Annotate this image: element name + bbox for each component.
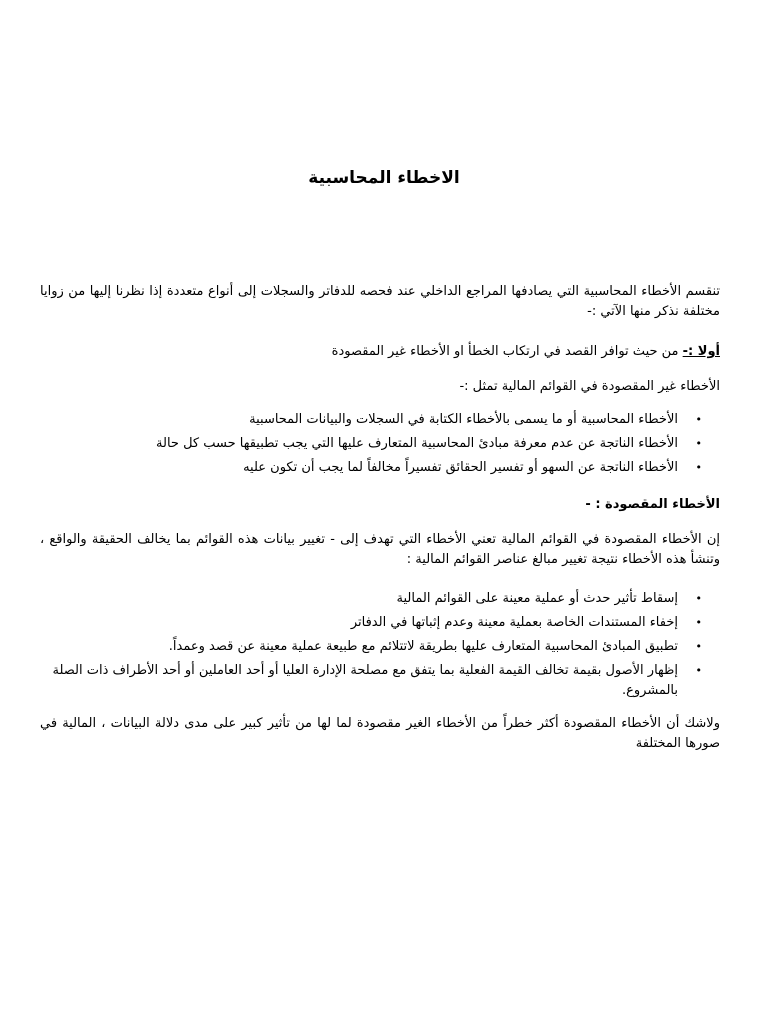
list-item (40, 661, 720, 701)
bullet-icon: • (695, 437, 702, 450)
list-item (40, 458, 720, 478)
document-title: الاخطاء المحاسبية (308, 168, 460, 188)
intentional-intro: إن الأخطاء المقصودة في القوائم المالية تعني الأخطاء التي تهدف إلى - تغيير بيانات هذه القوائم بما يخالف الحقيقة والواقع ، وتنشأ هذه الأخطاء نتيجة تغيير مبالغ عناصر القوائم المالية : (40, 532, 720, 567)
bullet-icon: • (695, 413, 702, 426)
list-item-text: إسقاط تأثير حدث أو عملية معينة على القوائم المالية (396, 591, 678, 606)
list-item-text: الأخطاء الناتجة عن عدم معرفة مبادئ المحاسبية المتعارف عليها التي يجب تطبيقها حسب كل حالة (156, 436, 678, 451)
intro-paragraph: تنقسم الأخطاء المحاسبية التي يصادفها المراجع الداخلي عند فحصه للدفاتر والسجلات إلى أنواع متعددة إذا نظرنا إليها من زوايا مختلفة نذكر منها الآتي :- (40, 284, 720, 319)
list-item (40, 637, 720, 657)
list-item (40, 410, 720, 430)
section-one-line (40, 342, 720, 362)
unintentional-list (40, 410, 720, 482)
unintentional-intro: الأخطاء غير المقصودة في القوائم المالية تمثل :- (459, 379, 720, 394)
bullet-icon: • (695, 664, 702, 677)
intentional-list (40, 589, 720, 705)
list-item (40, 434, 720, 454)
list-item-text: إخفاء المستندات الخاصة بعملية معينة وعدم إثباتها في الدفاتر (350, 615, 678, 630)
intentional-heading: الأخطاء المقصودة : - (585, 497, 720, 512)
list-item (40, 589, 720, 609)
section-one-text: من حيث توافر القصد في ارتكاب الخطأ او الأخطاء غير المقصودة (331, 344, 683, 359)
list-item-text: إظهار الأصول بقيمة تخالف القيمة الفعلية بما يتفق مع مصلحة الإدارة العليا أو أحد العاملين أو أحد الأطراف ذات الصلة بالمشروع. (52, 663, 678, 698)
list-item-text: تطبيق المبادئ المحاسبية المتعارف عليها بطريقة لاتتلائم مع طبيعة عملية معينة عن قصد وعمداً. (168, 639, 678, 654)
conclusion-paragraph: ولاشك أن الأخطاء المقصودة أكثر خطراً من الأخطاء الغير مقصودة لما لها من تأثير كبير على مدى دلالة البيانات ، المالية في صورها المختلفة (40, 716, 720, 751)
list-item-text: الأخطاء الناتجة عن السهو أو تفسير الحقائق تفسيراً مخالفاً لما يجب أن تكون عليه (243, 460, 678, 475)
bullet-icon: • (695, 461, 702, 474)
list-item-text: الأخطاء المحاسبية أو ما يسمى بالأخطاء الكتابة في السجلات والبيانات المحاسبية (249, 412, 678, 427)
section-one-label: أولا :- (682, 344, 720, 359)
bullet-icon: • (695, 640, 702, 653)
bullet-icon: • (695, 616, 702, 629)
bullet-icon: • (695, 592, 702, 605)
list-item (40, 613, 720, 633)
